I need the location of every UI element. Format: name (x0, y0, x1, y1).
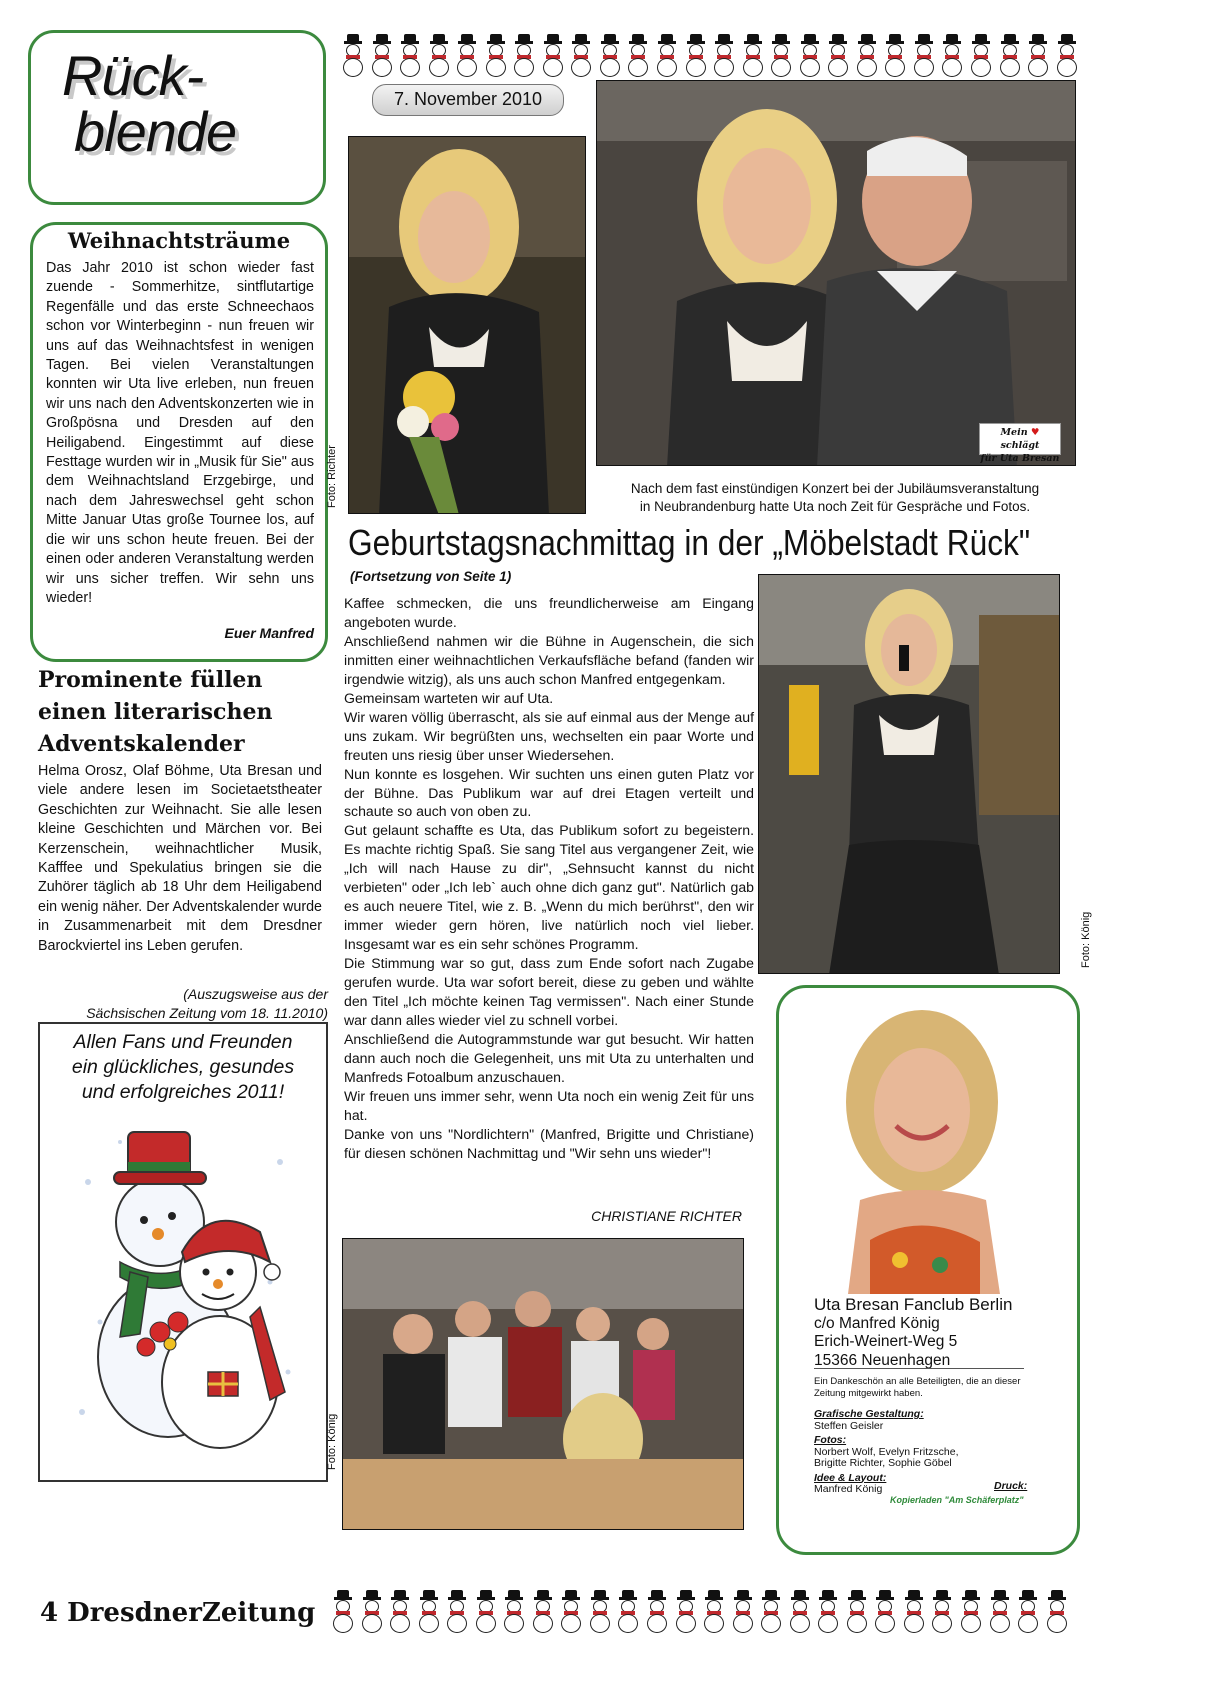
article-paragraph: Gut gelaunt schaffte es Uta, das Publikum sofort zu begeistern. Es machte richtig Spaß. Sie sang Titel aus vergangener Zeit, wie „Ich will nach Hause zu dir", „Sehnsucht kannst du nicht verbieten" oder „Ich leb` auch ohne dich ganz gut". Natürlich gab es auch neuere Titel, wie z. B. „Wenn du mich berührst", den wir immer wieder gern hören, live natürlich noch viel lieber. Insgesamt war es ein sehr schönes Programm. (344, 822, 754, 953)
snowman-icon (872, 1590, 898, 1634)
article-paragraph: Die Stimmung war so gut, dass zum Ende sofort nach Zugabe gerufen wurde. Uta war sofort bereit, diese zu geben und wählte den Titel „Ich möchte keinen Tag vermissen". Nach einer Stunde war dann alles wieder viel zu schnell vorbei. (344, 955, 754, 1028)
snowman-icon (483, 34, 509, 78)
fanclub-street: Erich-Weinert-Weg 5 (814, 1333, 958, 1350)
prominente-source-line2: Sächsischen Zeitung vom 18. 11.2010) (86, 1005, 328, 1021)
article-paragraph: Anschließend nahmen wir die Bühne in Augenschein, die sich inmitten einer weihnachtlichen Verkaufsfläche befand (fanden wir irgendwie witzig), als uns auch schon Manfred entgegenkam. (344, 632, 754, 687)
snowman-icon (654, 34, 680, 78)
snowman-icon (511, 34, 537, 78)
article-continued-note: (Fortsetzung von Seite 1) (350, 569, 512, 584)
article-paragraph: Gemeinsam warteten wir auf Uta. (344, 689, 554, 706)
photo-caption-line1: Nach dem fast einstündigen Konzert bei der Jubiläumsveranstaltung (630, 481, 1040, 496)
article-headline: Geburtstagsnachmittag in der „Möbelstadt Rück" (348, 522, 1031, 563)
credits-design-value: Steffen Geisler (814, 1419, 884, 1432)
photo-credit-richter: Foto: Richter (326, 445, 338, 508)
issue-date: 7. November 2010 (372, 84, 564, 116)
snowman-icon (340, 34, 366, 78)
article-paragraph: Wir waren völlig überrascht, als sie auf einmal aus der Menge auf uns zukam. Wir begrüßten uns, wechselten ein paar Worte und freuten uns riesig über unser Wiedersehen. (344, 708, 754, 763)
fanclub-credits (814, 1376, 1034, 1496)
snowman-icon (997, 34, 1023, 78)
credits-idea-label: Idee & Layout: (814, 1471, 887, 1484)
section-title-line2: blende (74, 100, 237, 163)
photo-autograph-session-image (343, 1239, 744, 1530)
photo-uta-with-bouquet-image (349, 137, 586, 514)
snowman-icon (330, 1590, 356, 1634)
snowman-icon (1044, 1590, 1070, 1634)
snowman-icon (701, 1590, 727, 1634)
snowman-icon (882, 34, 908, 78)
fanclub-divider (814, 1368, 1024, 1369)
article-body (344, 594, 754, 1163)
credits-idea-value: Manfred König (814, 1483, 883, 1495)
snowman-icon (968, 34, 994, 78)
photo-uta-with-bouquet (348, 136, 586, 514)
page-number: 4 (40, 1598, 59, 1628)
snowman-icon (844, 1590, 870, 1634)
section-title (62, 44, 237, 163)
snowman-icon (929, 1590, 955, 1634)
photo-uta-singing (758, 574, 1060, 974)
snowman-icon (473, 1590, 499, 1634)
credits-photos-label: Fotos: (814, 1434, 847, 1446)
section-title-line1: Rück- (62, 44, 204, 107)
printer-logo: Kopierladen "Am Schäferplatz" (890, 1495, 1024, 1505)
snowman-garland-top (340, 32, 1080, 78)
snowman-icon (558, 1590, 584, 1634)
fanclub-city: 15366 Neuenhagen (814, 1351, 951, 1369)
footer-paper-title (40, 1598, 315, 1628)
fanclub-name: Uta Bresan Fanclub Berlin (814, 1295, 1013, 1314)
article-paragraph: Kaffee schmecken, die uns freundlicherweise am Eingang angeboten wurde. (344, 595, 754, 630)
credits-design-label: Grafische Gestaltung: (814, 1408, 924, 1420)
snowman-icon (901, 1590, 927, 1634)
snowman-garland-bottom (330, 1588, 1070, 1634)
snowman-icon (387, 1590, 413, 1634)
snowman-icon (1015, 1590, 1041, 1634)
snowman-icon (540, 34, 566, 78)
fanclub-co: c/o Manfred König (814, 1314, 940, 1332)
snowman-icon (615, 1590, 641, 1634)
snowman-icon (369, 34, 395, 78)
photo-uta-singing-image (759, 575, 1060, 974)
hugging-snowmen-illustration (70, 1122, 298, 1462)
snowman-icon (711, 34, 737, 78)
snowman-icon (673, 1590, 699, 1634)
heart-icon: ♥ (1030, 427, 1040, 438)
article-author: CHRISTIANE RICHTER (591, 1208, 742, 1224)
credits-print-label: Druck: (994, 1480, 1028, 1492)
photo-uta-with-fan-image (597, 81, 1076, 466)
fan-badge-word-mein: Mein (1000, 427, 1028, 438)
greeting-line3: und erfolgreiches 2011! (81, 1081, 285, 1103)
photo-caption (600, 480, 1070, 516)
snowman-icon (854, 34, 880, 78)
snowman-icon (787, 1590, 813, 1634)
prominente-source (38, 985, 328, 1023)
snowman-icon (625, 34, 651, 78)
paper-name: DresdnerZeitung (67, 1598, 316, 1628)
article-paragraph: Nun konnte es losgehen. Wir suchten uns einen guten Platz vor der Bühne. Das Publikum war auf drei Etagen verteilt und schaute so auch von oben zu. (344, 765, 754, 820)
photo-uta-with-fan (596, 80, 1076, 466)
photo-caption-line2: in Neubrandenburg hatte Uta noch Zeit für Gespräche und Fotos. (639, 499, 1031, 514)
snowman-icon (644, 1590, 670, 1634)
fan-badge (979, 423, 1061, 464)
article-paragraph: Anschließend die Autogrammstunde war gut besucht. Wir hatten dann auch noch die Gelegenheit, uns mit Uta zu unterhalten und Manfreds Fotoalbum anzuschauen. (344, 1030, 754, 1085)
snowman-icon (768, 34, 794, 78)
fan-badge-word-schlaegt: schlägt (1000, 440, 1040, 451)
photo-uta-portrait-image (830, 1010, 1016, 1294)
snowman-icon (397, 34, 423, 78)
photo-autograph-session (342, 1238, 744, 1530)
snowman-icon (530, 1590, 556, 1634)
fan-badge-line2: für Uta Bresan (980, 453, 1060, 464)
snowman-icon (987, 1590, 1013, 1634)
snowman-icon (454, 34, 480, 78)
snowman-icon (815, 1590, 841, 1634)
snowman-icon (426, 34, 452, 78)
snowman-icon (587, 1590, 613, 1634)
snowman-icon (416, 1590, 442, 1634)
greeting-line1: Allen Fans und Freunden (73, 1031, 293, 1053)
snowman-icon (911, 34, 937, 78)
article-paragraph: Danke von uns "Nordlichtern" (Manfred, Brigitte und Christiane) für diesen schönen Nachmittag und "Wir sehn uns wieder"! (344, 1125, 754, 1161)
snowman-icon (444, 1590, 470, 1634)
prominente-source-line1: (Auszugsweise aus der (183, 986, 328, 1002)
snowman-icon (359, 1590, 385, 1634)
weihnachtstraeume-body: Das Jahr 2010 ist schon wieder fast zuende - Sommerhitze, sintflutartige Regenfälle und das erste Schneechaos schon vor Winterbeginn - nun freuen wir uns auf das Weihnachtsfest in wenigen Tagen. Bei vielen Veranstaltungen konnten wir Uta live erleben, nun freuen wir uns nach den Adventskonzerten wie in Großpösna und Dresden auf den Heiligabend. Eingestimmt auf diese Festtage wurden wir in „Musik für Sie" aus dem Weihnachtsland Erzgebirge, und nach dem Jahreswechsel geht schon Mitte Januar Utas große Tournee los, auf die wir uns schon heute freuen. Bei der einen oder anderen Veranstaltung werden wir uns sicher treffen. Wir sehn uns wieder! (46, 260, 314, 606)
credits-photos-value-2: Brigitte Richter, Sophie Göbel (814, 1457, 952, 1469)
credits-photos-value-1: Norbert Wolf, Evelyn Fritzsche, (814, 1445, 959, 1458)
snowman-icon (758, 1590, 784, 1634)
greeting-text (50, 1030, 316, 1105)
snowman-icon (683, 34, 709, 78)
snowman-icon (939, 34, 965, 78)
snowman-icon (568, 34, 594, 78)
prominente-title: Prominente füllen einen literarischen Adventskalender (38, 667, 273, 757)
photo-credit-koenig-autograph: Foto: König (326, 1413, 338, 1470)
weihnachtstraeume-signature: Euer Manfred (224, 625, 314, 641)
snowman-icon (1054, 34, 1080, 78)
photo-credit-koenig-singing: Foto: König (1080, 911, 1092, 968)
snowman-icon (958, 1590, 984, 1634)
greeting-line2: ein glückliches, gesundes (71, 1056, 295, 1078)
weihnachtstraeume-title: Weihnachtsträume (67, 228, 291, 253)
fanclub-address (814, 1296, 1012, 1370)
snowman-icon (1025, 34, 1051, 78)
snowman-icon (730, 1590, 756, 1634)
snowman-icon (740, 34, 766, 78)
snowman-icon (501, 1590, 527, 1634)
snowman-icon (825, 34, 851, 78)
snowman-icon (597, 34, 623, 78)
photo-uta-portrait (830, 1010, 1016, 1294)
snowman-icon (797, 34, 823, 78)
article-paragraph: Wir freuen uns immer sehr, wenn Uta noch ein wenig Zeit für uns hat. (344, 1087, 754, 1123)
fanclub-thanks: Ein Dankeschön an alle Beteiligten, die an dieser Zeitung mitgewirkt haben. (814, 1376, 1021, 1399)
prominente-body: Helma Orosz, Olaf Böhme, Uta Bresan und viele andere lesen im Societaetstheater Geschichten zur Weihnacht. Sie alle lesen kleine Geschichten und Märchen vor. Bei Kerzenschein, weihnachtlicher Musik, Kafffee und Spekulatius bringen sie die Zuhörer täglich ab 18 Uhr dem Heiligabend ein wenig näher. Der Adventskalender wurde in Zusammenarbeit mit dem Dresdner Barockviertel ins Leben gerufen. (38, 763, 322, 954)
